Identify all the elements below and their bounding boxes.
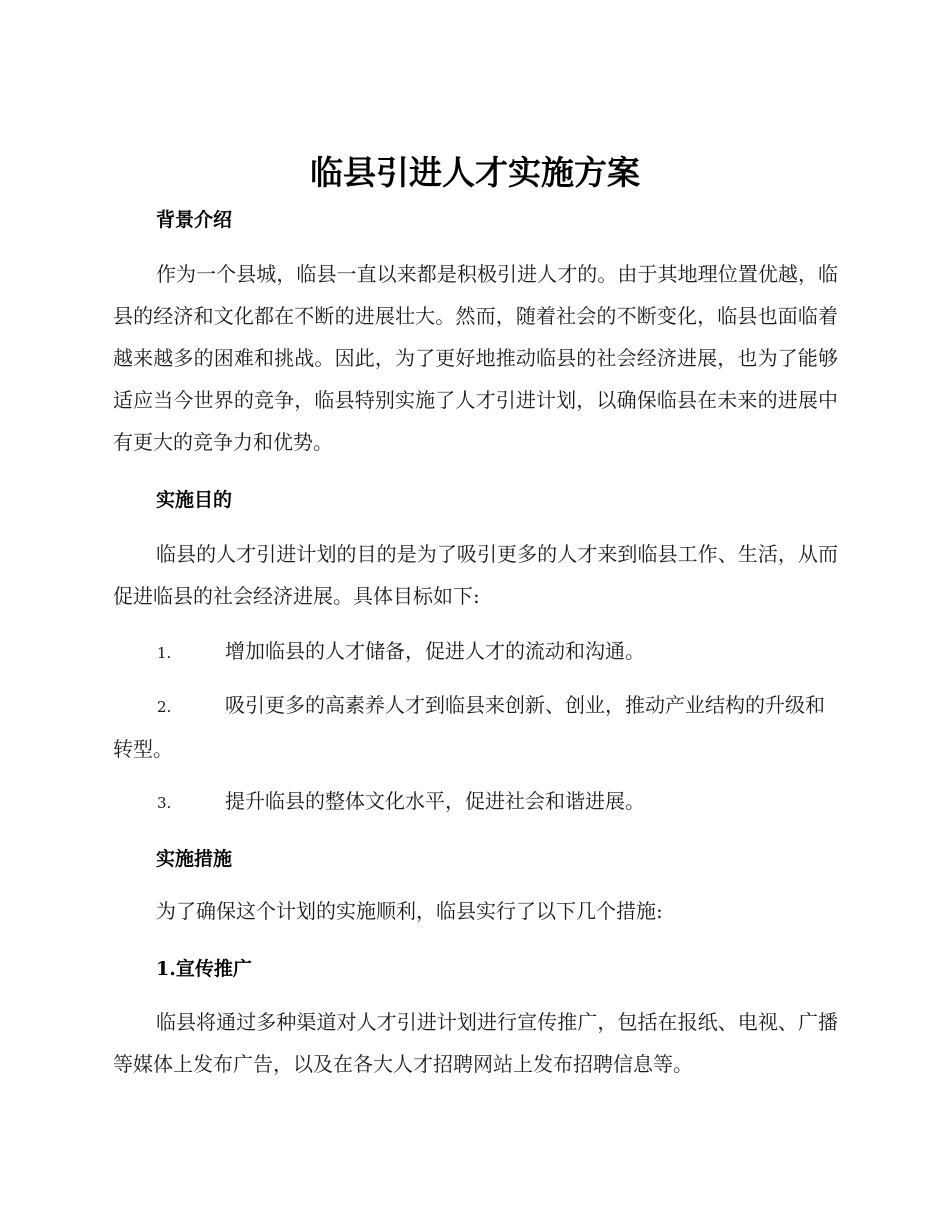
- list-number: 2.: [157, 698, 172, 716]
- section-heading-measures: 实施措施: [156, 848, 233, 870]
- list-text: 吸引更多的高素养人才到临县来创新、创业，推动产业结构的升级和转型。: [113, 693, 825, 761]
- goal-list-item-2: [113, 684, 838, 770]
- list-text: 提升临县的整体文化水平，促进社会和谐进展。: [225, 789, 645, 813]
- list-number: 1.: [157, 644, 172, 662]
- list-text: 增加临县的人才储备，促进人才的流动和沟通。: [225, 639, 645, 663]
- section-heading-background: 背景介绍: [156, 209, 233, 231]
- sub-heading-number: 1.: [156, 958, 176, 980]
- goal-list-item-3: [113, 780, 838, 824]
- goals-paragraph: 临县的人才引进计划的目的是为了吸引更多的人才来到临县工作、生活，从而促进临县的社会经济进展。具体目标如下:: [113, 542, 838, 608]
- goal-list-item-1: [113, 630, 838, 674]
- background-paragraph: 作为一个县城，临县一直以来都是积极引进人才的。由于其地理位置优越，临县的经济和文化都在不断的进展壮大。然而，随着社会的不断变化，临县也面临着越来越多的困难和挑战。因此，为了更好地推动临县的社会经济进展，也为了能够适应当今世界的竞争，临县特别实施了人才引进计划，以确保临县在未来的进展中有更大的竞争力和优势。: [113, 262, 838, 454]
- list-number: 3.: [157, 794, 172, 812]
- sub-heading-publicity: [156, 956, 252, 982]
- publicity-paragraph: 临县将通过多种渠道对人才引进计划进行宣传推广，包括在报纸、电视、广播等媒体上发布广告，以及在各大人才招聘网站上发布招聘信息等。: [113, 1010, 838, 1076]
- document-title: 临县引进人才实施方案: [310, 153, 640, 192]
- measures-paragraph: 为了确保这个计划的实施顺利，临县实行了以下几个措施:: [156, 899, 663, 923]
- sub-heading-label: 宣传推广: [175, 958, 252, 980]
- section-heading-goals: 实施目的: [156, 489, 233, 511]
